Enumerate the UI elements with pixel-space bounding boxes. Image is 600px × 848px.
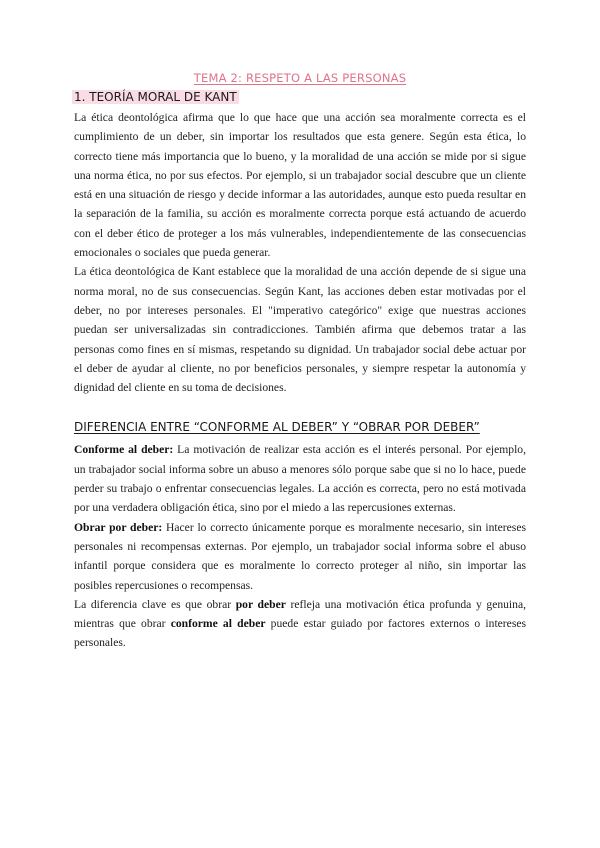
document-page: [74, 70, 526, 653]
conforme-term: Conforme al deber:: [74, 443, 174, 457]
obrar-paragraph: [74, 518, 526, 595]
difference-part-2: refleja una motivación ética profunda y genuina, mientras que obrar: [74, 597, 526, 631]
section-heading-difference: DIFERENCIA ENTRE “CONFORME AL DEBER” Y “OBRAR POR DEBER”: [74, 420, 480, 435]
section-heading-kant: [74, 89, 526, 106]
obrar-term: Obrar por deber:: [74, 520, 163, 534]
section-heading-kant-text: 1. TEORÍA MORAL DE KANT: [74, 90, 237, 104]
difference-paragraph: [74, 595, 526, 653]
document-title: TEMA 2: RESPETO A LAS PERSONAS: [193, 71, 407, 85]
kant-paragraph-2: La ética deontológica de Kant establece que la moralidad de una acción depende de si sigue una norma moral, no de sus consecuencias. Según Kant, las acciones deben estar motivadas por el deber, no por intereses personales. El "imperativo categórico" exige que nuestras acciones puedan ser universalizadas sin contradicciones. También afirma que debemos tratar a las personas como fines en sí mismas, respetando su dignidad. Un trabajador social debe actuar por el deber de ayudar al cliente, no por beneficios personales, y siempre respetar la autonomía y dignidad del cliente en su toma de decisiones.: [74, 265, 526, 395]
conforme-paragraph: [74, 440, 526, 517]
difference-part-1: La diferencia clave es que obrar: [74, 597, 236, 611]
conforme-text: La motivación de realizar esta acción es el interés personal. Por ejemplo, un trabajador social informa sobre un abuso a menores sólo porque sabe que si no lo hace, puede perder su trabajo o enfrentar consecuencias legales. La acción es correcta, pero no está motivada por una verdadera obligación ética, sino por el miedo a las repercusiones externas.: [74, 443, 527, 515]
difference-bold-1: por deber: [235, 597, 286, 611]
kant-paragraph-1: La ética deontológica afirma que lo que hace que una acción sea moralmente correcta es el cumplimiento de un deber, sin importar los resultados que esta genere. Según esta ética, lo correcto tiene más importancia que lo bueno, y la moralidad de una acción se mide por si sigue una norma ética, no por sus efectos. Por ejemplo, si un trabajador social descubre que un cliente está en una situación de riesgo y decide informar a las autoridades, aunque esto pueda resultar en la separación de la familia, su acción es moralmente correcta porque está actuando de acuerdo con el deber ético de proteger a los más vulnerables, independientemente de las consecuencias emocionales o sociales que pueda generar.: [74, 111, 526, 260]
difference-part-3: puede estar guiado por factores externos o intereses personales.: [74, 617, 526, 650]
obrar-text: Hacer lo correcto únicamente porque es moralmente necesario, sin intereses personales ni recompensas externas. Por ejemplo, un trabajador social informa sobre el abuso infantil porque considera que es moralmente lo correcto proteger al niño, sin importar las posibles repercusiones o recompensas.: [74, 520, 526, 592]
difference-bold-2: conforme al deber: [170, 617, 266, 631]
